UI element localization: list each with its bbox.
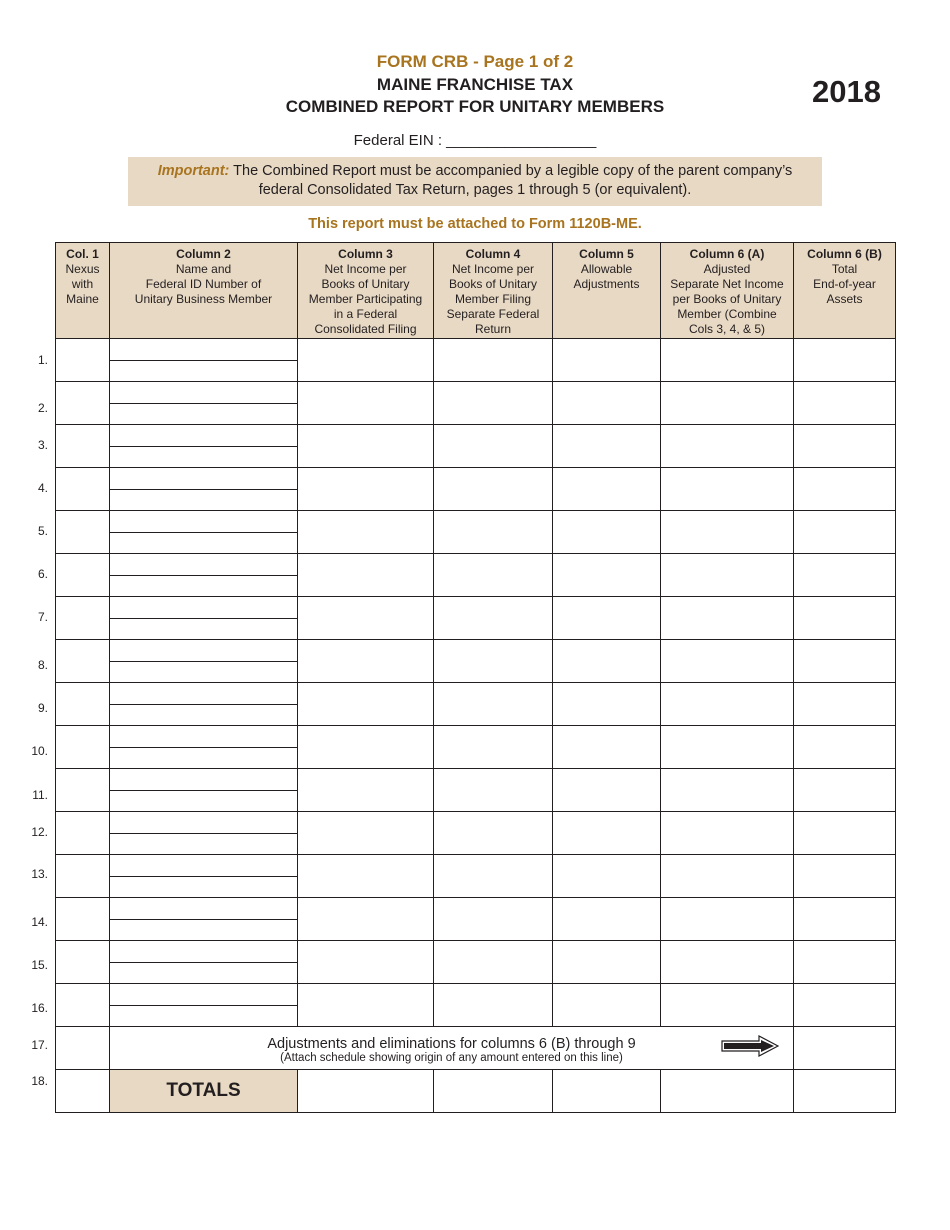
nexus-cell: [56, 1070, 110, 1113]
col6a-cell[interactable]: [661, 941, 794, 984]
member-name-line[interactable]: [110, 446, 297, 447]
table-row: [56, 640, 896, 683]
table-row: [56, 898, 896, 941]
col6a-cell[interactable]: [661, 726, 794, 769]
col3-cell[interactable]: [298, 812, 434, 855]
member-name-cell[interactable]: [110, 468, 298, 511]
col5-cell[interactable]: [553, 468, 661, 511]
col6a-cell[interactable]: [661, 812, 794, 855]
row-number: 9.: [37, 701, 48, 715]
nexus-cell[interactable]: [56, 941, 110, 984]
col4-cell[interactable]: [434, 382, 553, 425]
member-name-cell[interactable]: [110, 339, 298, 382]
nexus-cell[interactable]: [56, 769, 110, 812]
col6b-cell[interactable]: [794, 597, 896, 640]
col5-cell[interactable]: [553, 511, 661, 554]
row-number: 17.: [31, 1038, 48, 1052]
important-label: Important:: [157, 163, 230, 179]
col6b-cell[interactable]: [794, 855, 896, 898]
col4-cell[interactable]: [434, 339, 553, 382]
col3-cell[interactable]: [298, 597, 434, 640]
col6b-cell[interactable]: [794, 812, 896, 855]
member-name-cell[interactable]: [110, 382, 298, 425]
col6a-cell[interactable]: [661, 382, 794, 425]
table-row: [56, 941, 896, 984]
row-number: 15.: [31, 958, 48, 972]
table-row: [56, 468, 896, 511]
row-number: 11.: [32, 788, 48, 802]
member-name-line[interactable]: [110, 403, 297, 404]
row-number: 12.: [31, 825, 48, 839]
adjustments-row: [56, 1027, 896, 1070]
col3-cell[interactable]: [298, 769, 434, 812]
table-row: [56, 382, 896, 425]
col4-cell[interactable]: [434, 683, 553, 726]
col6a-cell[interactable]: [661, 468, 794, 511]
form-title: FORM CRB - Page 1 of 2: [376, 52, 574, 71]
col4-cell[interactable]: [434, 898, 553, 941]
member-name-cell[interactable]: [110, 511, 298, 554]
nexus-cell[interactable]: [56, 898, 110, 941]
col3-cell[interactable]: [298, 554, 434, 597]
totals-label: TOTALS: [110, 1070, 298, 1113]
member-name-cell[interactable]: [110, 984, 298, 1027]
nexus-cell[interactable]: [56, 339, 110, 382]
col6b-cell[interactable]: [794, 898, 896, 941]
nexus-cell[interactable]: [56, 984, 110, 1027]
member-name-cell[interactable]: [110, 898, 298, 941]
table-row: [56, 597, 896, 640]
member-name-line[interactable]: [110, 489, 297, 490]
col6a-header: Column 6 (A) Adjusted Separate Net Income per Books of Unitary Member (Combine Cols 3, 4, & 5): [661, 243, 794, 339]
member-name-line[interactable]: [110, 532, 297, 533]
col6b-cell[interactable]: [794, 425, 896, 468]
col3-cell[interactable]: [298, 382, 434, 425]
member-name-cell[interactable]: [110, 640, 298, 683]
member-name-line[interactable]: [110, 876, 297, 877]
adjustments-cell: [110, 1027, 794, 1070]
row-number: 14.: [31, 915, 48, 929]
adjustments-note: (Attach schedule showing origin of any amount entered on this line): [280, 1052, 623, 1064]
nexus-cell[interactable]: [56, 468, 110, 511]
form-subtitle: MAINE FRANCHISE TAX: [376, 75, 574, 94]
federal-ein-field[interactable]: Federal EIN : __________________: [353, 132, 597, 149]
col5-cell[interactable]: [553, 683, 661, 726]
member-name-cell[interactable]: [110, 425, 298, 468]
nexus-cell[interactable]: [56, 425, 110, 468]
col6b-cell[interactable]: [794, 769, 896, 812]
col1-header: Col. 1 Nexus with Maine: [56, 243, 110, 339]
col6a-cell[interactable]: [661, 511, 794, 554]
col6a-cell[interactable]: [661, 597, 794, 640]
nexus-cell[interactable]: [56, 554, 110, 597]
col5-cell[interactable]: [553, 855, 661, 898]
member-name-line[interactable]: [110, 1005, 297, 1006]
col5-cell[interactable]: [553, 339, 661, 382]
table-row: [56, 554, 896, 597]
col6b-cell[interactable]: [794, 339, 896, 382]
col6b-cell[interactable]: [794, 984, 896, 1027]
col3-cell[interactable]: [298, 726, 434, 769]
table-row: [56, 511, 896, 554]
tax-year: 2018: [812, 74, 881, 109]
col3-cell[interactable]: [298, 640, 434, 683]
col4-cell[interactable]: [434, 769, 553, 812]
col3-cell[interactable]: [298, 941, 434, 984]
table-header-row: [56, 243, 896, 339]
nexus-cell[interactable]: [56, 597, 110, 640]
row-number: 1.: [37, 353, 48, 367]
nexus-cell[interactable]: [56, 511, 110, 554]
col5-cell[interactable]: [553, 769, 661, 812]
form-subtitle-2: COMBINED REPORT FOR UNITARY MEMBERS: [285, 97, 665, 116]
member-name-line[interactable]: [110, 360, 297, 361]
col6a-cell[interactable]: [661, 769, 794, 812]
col5-cell[interactable]: [553, 726, 661, 769]
member-name-line[interactable]: [110, 618, 297, 619]
col5-cell[interactable]: [553, 554, 661, 597]
col4-cell[interactable]: [434, 812, 553, 855]
col5-cell[interactable]: [553, 640, 661, 683]
col3-cell[interactable]: [298, 339, 434, 382]
member-name-line[interactable]: [110, 919, 297, 920]
table-row: [56, 339, 896, 382]
col6a-cell[interactable]: [661, 640, 794, 683]
col4-cell[interactable]: [434, 855, 553, 898]
row-number: 16.: [31, 1001, 48, 1015]
col3-cell[interactable]: [298, 468, 434, 511]
col4-header: Column 4 Net Income per Books of Unitary Member Filing Separate Federal Return: [434, 243, 553, 339]
col3-total-cell[interactable]: [298, 1070, 434, 1113]
member-name-line[interactable]: [110, 962, 297, 963]
col3-header: Column 3 Net Income per Books of Unitary Member Participating in a Federal Consolidated Filing: [298, 243, 434, 339]
member-name-line[interactable]: [110, 790, 297, 791]
member-name-line[interactable]: [110, 833, 297, 834]
adjustments-text: Adjustments and eliminations for columns 6 (B) through 9: [267, 1036, 636, 1052]
table-row: [56, 769, 896, 812]
col6b-cell[interactable]: [794, 640, 896, 683]
col5-cell[interactable]: [553, 812, 661, 855]
member-name-line[interactable]: [110, 704, 297, 705]
table-row: [56, 683, 896, 726]
col3-cell[interactable]: [298, 511, 434, 554]
col6b-total-cell[interactable]: [794, 1070, 896, 1113]
table-row: [56, 726, 896, 769]
col6a-total-cell[interactable]: [661, 1070, 794, 1113]
col4-cell[interactable]: [434, 597, 553, 640]
col6a-cell[interactable]: [661, 855, 794, 898]
col3-cell[interactable]: [298, 425, 434, 468]
nexus-cell[interactable]: [56, 812, 110, 855]
col5-cell[interactable]: [553, 597, 661, 640]
member-name-cell[interactable]: [110, 726, 298, 769]
nexus-cell[interactable]: [56, 382, 110, 425]
col6b-cell[interactable]: [794, 1027, 896, 1070]
col5-cell[interactable]: [553, 425, 661, 468]
col4-total-cell[interactable]: [434, 1070, 553, 1113]
col4-cell[interactable]: [434, 511, 553, 554]
row-number: 3.: [37, 438, 48, 452]
table-row: [56, 812, 896, 855]
col6b-cell[interactable]: [794, 511, 896, 554]
member-name-cell[interactable]: [110, 855, 298, 898]
col6b-cell[interactable]: [794, 468, 896, 511]
member-name-line[interactable]: [110, 747, 297, 748]
member-name-cell[interactable]: [110, 941, 298, 984]
col6b-cell[interactable]: [794, 941, 896, 984]
member-name-line[interactable]: [110, 575, 297, 576]
row-number: 10.: [31, 744, 48, 758]
col2-header: Column 2 Name and Federal ID Number of Unitary Business Member: [110, 243, 298, 339]
row-number: 13.: [31, 867, 48, 881]
table-row: [56, 425, 896, 468]
col5-cell[interactable]: [553, 941, 661, 984]
col4-cell[interactable]: [434, 984, 553, 1027]
member-name-cell[interactable]: [110, 812, 298, 855]
row-number: 7.: [37, 610, 48, 624]
col3-cell[interactable]: [298, 984, 434, 1027]
row-number: 8.: [37, 658, 48, 672]
col3-cell[interactable]: [298, 683, 434, 726]
col3-cell[interactable]: [298, 898, 434, 941]
col4-cell[interactable]: [434, 726, 553, 769]
col5-cell[interactable]: [553, 984, 661, 1027]
member-name-cell[interactable]: [110, 769, 298, 812]
col5-header: Column 5 Allowable Adjustments: [553, 243, 661, 339]
col3-cell[interactable]: [298, 855, 434, 898]
nexus-cell[interactable]: [56, 726, 110, 769]
col6a-cell[interactable]: [661, 984, 794, 1027]
row-number: 4.: [37, 481, 48, 495]
col4-cell[interactable]: [434, 425, 553, 468]
member-name-cell[interactable]: [110, 597, 298, 640]
col6a-cell[interactable]: [661, 339, 794, 382]
col5-cell[interactable]: [553, 898, 661, 941]
row-number: 2.: [37, 401, 48, 415]
col5-cell[interactable]: [553, 382, 661, 425]
col6a-cell[interactable]: [661, 683, 794, 726]
important-notice: [128, 157, 822, 206]
totals-row: [56, 1070, 896, 1113]
col6b-cell[interactable]: [794, 683, 896, 726]
nexus-cell[interactable]: [56, 1027, 110, 1070]
row-number: 5.: [37, 524, 48, 538]
col4-cell[interactable]: [434, 468, 553, 511]
table-row: [56, 855, 896, 898]
nexus-cell[interactable]: [56, 855, 110, 898]
row-number: 6.: [37, 567, 48, 581]
right-arrow-icon: [721, 1035, 779, 1057]
col6b-cell[interactable]: [794, 554, 896, 597]
combined-report-table: [55, 242, 896, 1113]
col4-cell[interactable]: [434, 941, 553, 984]
col6b-cell[interactable]: [794, 726, 896, 769]
col5-total-cell[interactable]: [553, 1070, 661, 1113]
col6b-cell[interactable]: [794, 382, 896, 425]
col6a-cell[interactable]: [661, 554, 794, 597]
col6b-header: Column 6 (B) Total End-of-year Assets: [794, 243, 896, 339]
important-text-1: The Combined Report must be accompanied by a legible copy of the parent company’s: [233, 163, 793, 179]
row-number: 18.: [31, 1074, 48, 1088]
col6a-cell[interactable]: [661, 425, 794, 468]
col4-cell[interactable]: [434, 554, 553, 597]
col6a-cell[interactable]: [661, 898, 794, 941]
nexus-cell[interactable]: [56, 683, 110, 726]
important-text-2: federal Consolidated Tax Return, pages 1 through 5 (or equivalent).: [258, 182, 692, 198]
member-name-cell[interactable]: [110, 554, 298, 597]
member-name-line[interactable]: [110, 661, 297, 662]
member-name-cell[interactable]: [110, 683, 298, 726]
attach-note: This report must be attached to Form 1120B-ME.: [308, 216, 642, 232]
nexus-cell[interactable]: [56, 640, 110, 683]
table-row: [56, 984, 896, 1027]
col4-cell[interactable]: [434, 640, 553, 683]
